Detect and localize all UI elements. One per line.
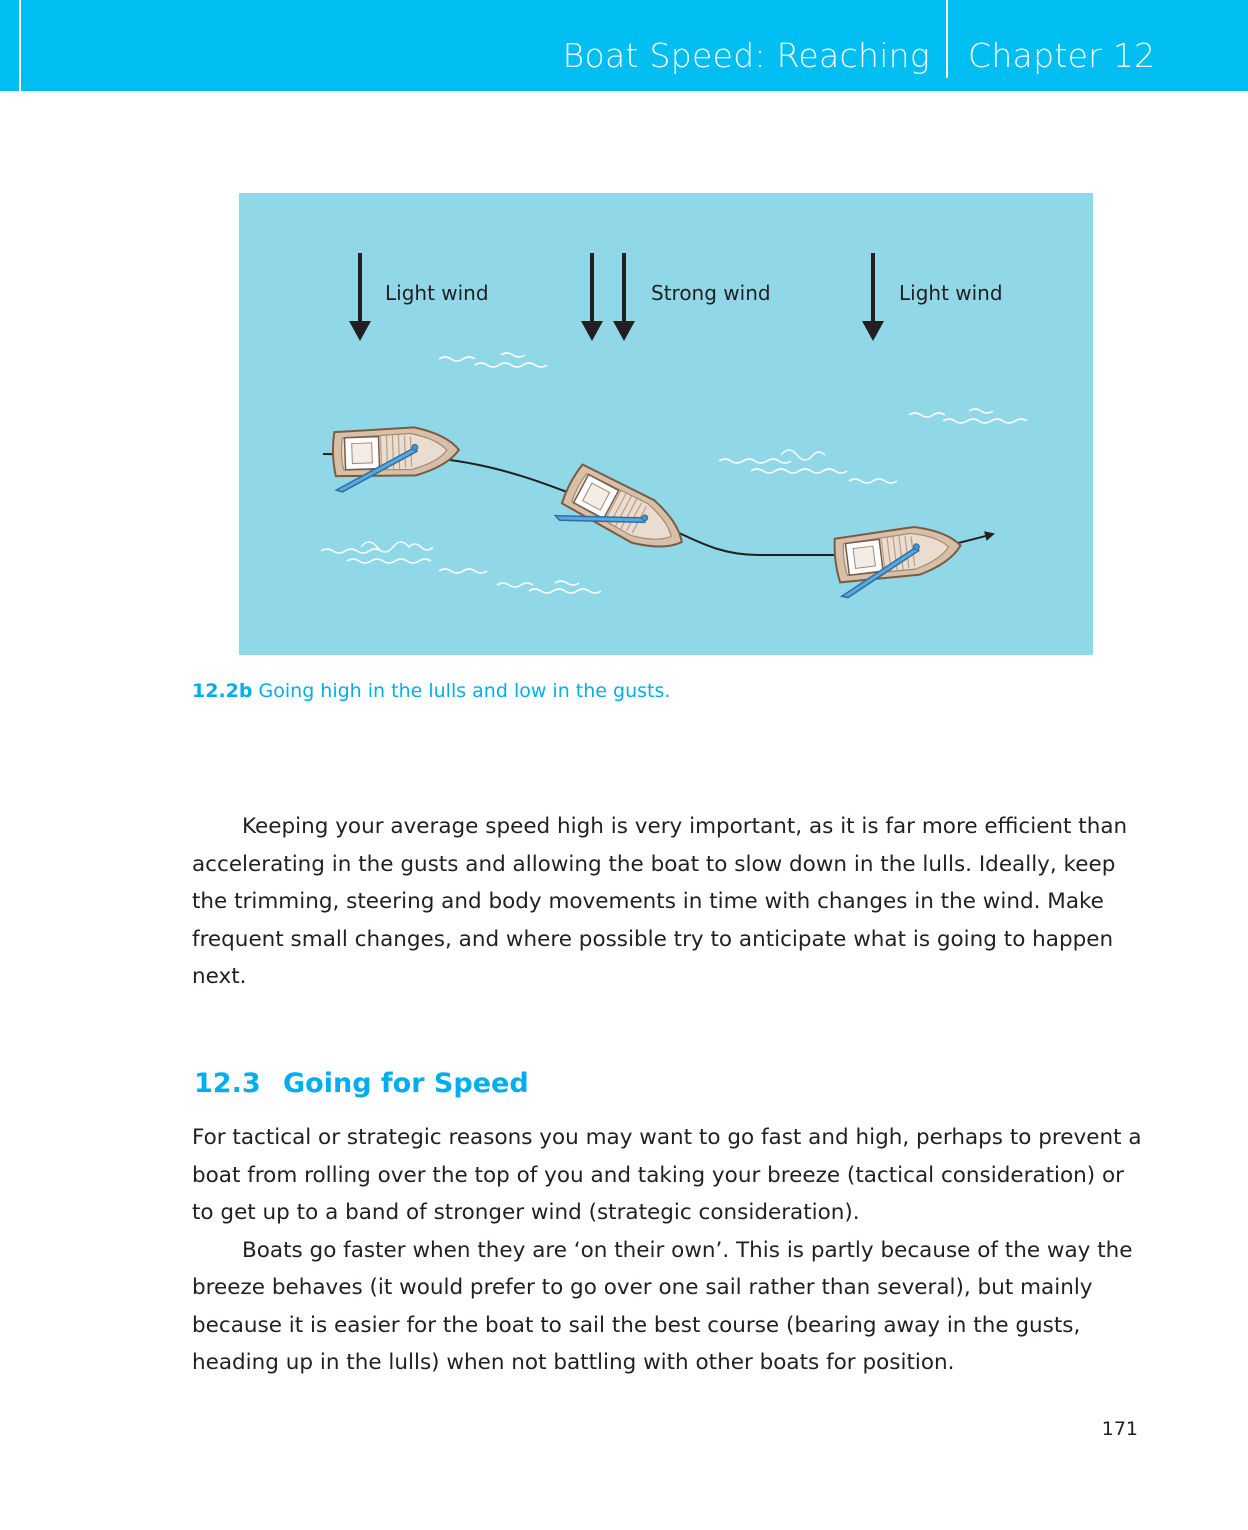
body-paragraph-1-block: [192, 808, 1142, 996]
section-body: [192, 1119, 1142, 1382]
header-band: [0, 0, 1248, 91]
page-number: 171: [1101, 1418, 1138, 1440]
figure-caption: [192, 680, 670, 702]
section-title: Going for Speed: [283, 1068, 529, 1099]
wind-label-strong: Strong wind: [651, 281, 771, 305]
wind-arrow-light-left: [349, 253, 371, 341]
running-head-chapter: Chapter 12: [968, 36, 1156, 75]
wind-arrow-light-right: [862, 253, 884, 341]
body-paragraph-3: Boats go faster when they are ‘on their own’. This is partly because of the way the breeze behaves (it would prefer to go over one sail rather than several), but mainly because it is easier for the boat to sail the best course (bearing away in the gusts, heading up in the lulls) when not battling with other boats for position.: [192, 1237, 1133, 1375]
wind-arrow-strong-1: [581, 253, 603, 341]
section-heading: [194, 1068, 529, 1099]
section-number: 12.3: [194, 1068, 261, 1099]
figure-12-2b: [239, 193, 1093, 655]
boat-3: [833, 522, 966, 599]
sailing-diagram: [239, 193, 1093, 655]
wind-label-light-left: Light wind: [385, 281, 489, 305]
body-paragraph-1: Keeping your average speed high is very important, as it is far more efficient than accelerating in the gusts and allowing the boat to slow down in the lulls. Ideally, keep the trimming, steering and body movements in time with changes in the wind. Make frequent small changes, and where possible try to anticipate what is going to happen next.: [192, 814, 1128, 989]
boat-2: [553, 462, 693, 576]
wind-arrow-strong-2: [613, 253, 635, 341]
caption-number: 12.2b: [192, 680, 253, 702]
caption-text: Going high in the lulls and low in the gusts.: [258, 680, 671, 702]
wind-label-light-right: Light wind: [899, 281, 1003, 305]
body-paragraph-2: For tactical or strategic reasons you may want to go fast and high, perhaps to prevent a boat from rolling over the top of you and taking your breeze (tactical consideration) or to get up to a band of stronger wind (strategic consideration).: [192, 1125, 1142, 1225]
running-head-section: Boat Speed: Reaching: [562, 36, 930, 75]
header-divider: [946, 0, 948, 78]
boat-1: [332, 426, 460, 492]
